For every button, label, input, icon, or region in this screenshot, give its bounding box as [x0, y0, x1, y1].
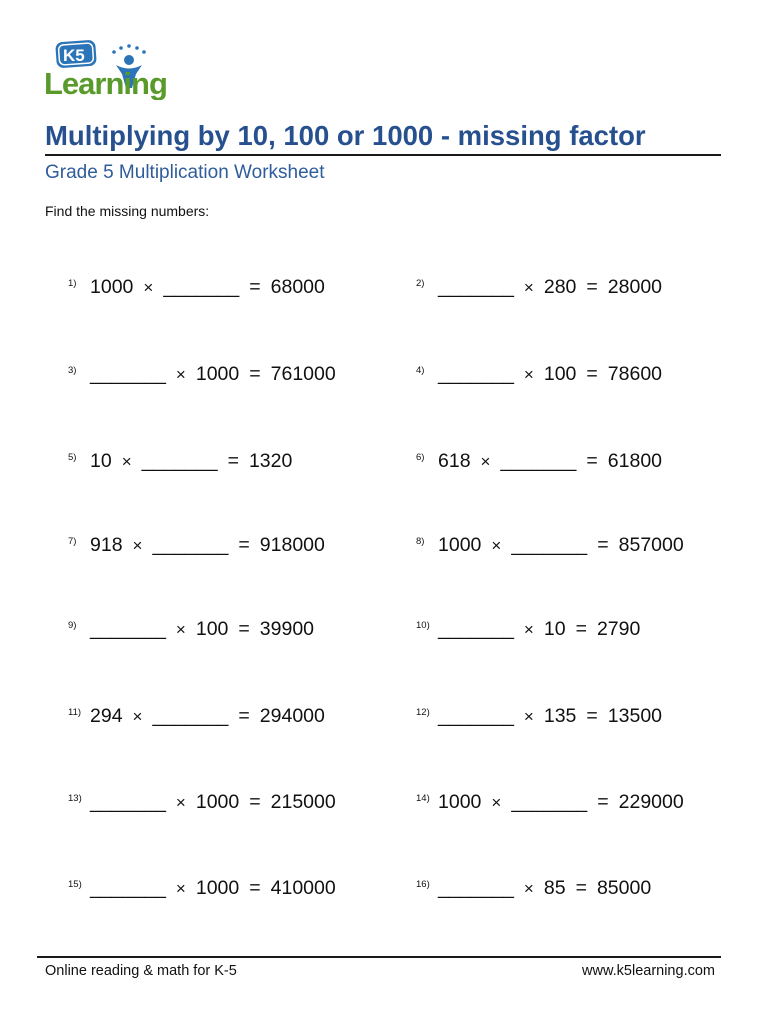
answer-blank[interactable]: _______: [438, 276, 514, 298]
product-value: 68000: [270, 276, 325, 298]
product-value: 39900: [259, 618, 315, 640]
instructions-text: Find the missing numbers:: [45, 203, 210, 219]
equals-sign: =: [238, 618, 250, 640]
product-value: 2790: [596, 618, 641, 640]
problem-number: 13): [68, 793, 82, 804]
equals-sign: =: [249, 363, 261, 385]
problem-3: [68, 363, 336, 386]
product-value: 229000: [618, 791, 684, 813]
problem-16: [416, 877, 651, 900]
problem-15: [68, 877, 336, 900]
problem-number: 6): [416, 452, 425, 463]
times-sign: ×: [121, 452, 132, 471]
problem-6: [416, 450, 662, 473]
answer-blank[interactable]: _______: [438, 363, 514, 385]
equals-sign: =: [238, 534, 250, 556]
times-sign: ×: [523, 365, 534, 384]
problem-number: 14): [416, 793, 430, 804]
answer-blank[interactable]: _______: [90, 877, 166, 899]
product-value: 28000: [607, 276, 663, 298]
equals-sign: =: [249, 877, 261, 899]
given-factor: 100: [195, 618, 229, 640]
given-factor: 135: [543, 705, 577, 727]
product-value: 61800: [607, 450, 663, 472]
answer-blank[interactable]: _______: [438, 705, 514, 727]
given-factor: 1000: [90, 276, 134, 298]
times-sign: ×: [175, 793, 186, 812]
problem-number: 2): [416, 278, 425, 289]
answer-blank[interactable]: _______: [511, 534, 588, 556]
problem-number: 16): [416, 879, 430, 890]
equals-sign: =: [586, 705, 598, 727]
product-value: 215000: [270, 791, 336, 813]
given-factor: 294: [90, 705, 123, 727]
problem-13: [68, 791, 336, 814]
product-value: 1320: [248, 450, 293, 472]
footer-tagline: Online reading & math for K-5: [45, 963, 237, 979]
product-value: 857000: [618, 534, 684, 556]
answer-blank[interactable]: _______: [163, 276, 240, 298]
problem-4: [416, 363, 662, 386]
problem-8: [416, 534, 684, 557]
answer-blank[interactable]: _______: [438, 877, 514, 899]
given-factor: 1000: [195, 791, 240, 813]
given-factor: 1000: [438, 791, 482, 813]
times-sign: ×: [143, 278, 154, 297]
product-value: 918000: [259, 534, 325, 556]
given-factor: 918: [90, 534, 123, 556]
problem-number: 9): [68, 620, 77, 631]
product-value: 410000: [270, 877, 336, 899]
problem-14: [416, 791, 684, 814]
times-sign: ×: [480, 452, 491, 471]
problem-9: [68, 618, 314, 641]
equals-sign: =: [597, 791, 609, 813]
given-factor: 85: [543, 877, 566, 899]
answer-blank[interactable]: _______: [141, 450, 218, 472]
answer-blank[interactable]: _______: [90, 791, 166, 813]
logo-word-text: Learning: [44, 66, 167, 100]
given-factor: 1000: [195, 877, 240, 899]
equals-sign: =: [575, 877, 587, 899]
problem-11: [68, 705, 325, 728]
problem-number: 11): [68, 707, 82, 718]
problem-number: 10): [416, 620, 430, 631]
problem-number: 12): [416, 707, 430, 718]
given-factor: 280: [543, 276, 577, 298]
title-divider: [45, 154, 721, 156]
logo-badge-text: K5: [63, 46, 85, 65]
answer-blank[interactable]: _______: [500, 450, 577, 472]
problem-5: [68, 450, 292, 473]
given-factor: 10: [543, 618, 566, 640]
times-sign: ×: [491, 536, 502, 555]
product-value: 294000: [259, 705, 325, 727]
times-sign: ×: [523, 879, 534, 898]
answer-blank[interactable]: _______: [438, 618, 514, 640]
product-value: 78600: [607, 363, 663, 385]
footer-website: www.k5learning.com: [582, 963, 715, 979]
problem-1: [68, 276, 325, 299]
answer-blank[interactable]: _______: [152, 705, 229, 727]
equals-sign: =: [597, 534, 609, 556]
problem-number: 15): [68, 879, 82, 890]
problem-10: [416, 618, 640, 641]
given-factor: 1000: [195, 363, 240, 385]
times-sign: ×: [175, 620, 186, 639]
answer-blank[interactable]: _______: [90, 618, 166, 640]
times-sign: ×: [132, 707, 143, 726]
footer-divider: [37, 956, 721, 958]
given-factor: 618: [438, 450, 471, 472]
times-sign: ×: [175, 365, 186, 384]
worksheet-title: Multiplying by 10, 100 or 1000 - missing factor: [45, 120, 646, 151]
equals-sign: =: [586, 450, 598, 472]
times-sign: ×: [523, 707, 534, 726]
problem-12: [416, 705, 662, 728]
times-sign: ×: [491, 793, 502, 812]
answer-blank[interactable]: _______: [511, 791, 588, 813]
problem-2: [416, 276, 662, 299]
given-factor: 10: [90, 450, 112, 472]
product-value: 13500: [607, 705, 663, 727]
equals-sign: =: [586, 276, 598, 298]
worksheet-subtitle: Grade 5 Multiplication Worksheet: [45, 162, 325, 183]
equals-sign: =: [575, 618, 587, 640]
problem-number: 3): [68, 365, 77, 376]
given-factor: 1000: [438, 534, 482, 556]
answer-blank[interactable]: _______: [90, 363, 166, 385]
equals-sign: =: [586, 363, 598, 385]
equals-sign: =: [238, 705, 250, 727]
equals-sign: =: [249, 791, 261, 813]
times-sign: ×: [523, 620, 534, 639]
given-factor: 100: [543, 363, 577, 385]
product-value: 761000: [270, 363, 336, 385]
times-sign: ×: [523, 278, 534, 297]
times-sign: ×: [132, 536, 143, 555]
answer-blank[interactable]: _______: [152, 534, 229, 556]
equals-sign: =: [227, 450, 239, 472]
problem-number: 5): [68, 452, 77, 463]
k5-learning-logo: [44, 38, 184, 100]
product-value: 85000: [596, 877, 652, 899]
problem-7: [68, 534, 325, 557]
problem-number: 8): [416, 536, 425, 547]
times-sign: ×: [175, 879, 186, 898]
problem-number: 1): [68, 278, 77, 289]
equals-sign: =: [249, 276, 261, 298]
problem-number: 7): [68, 536, 77, 547]
problem-number: 4): [416, 365, 425, 376]
